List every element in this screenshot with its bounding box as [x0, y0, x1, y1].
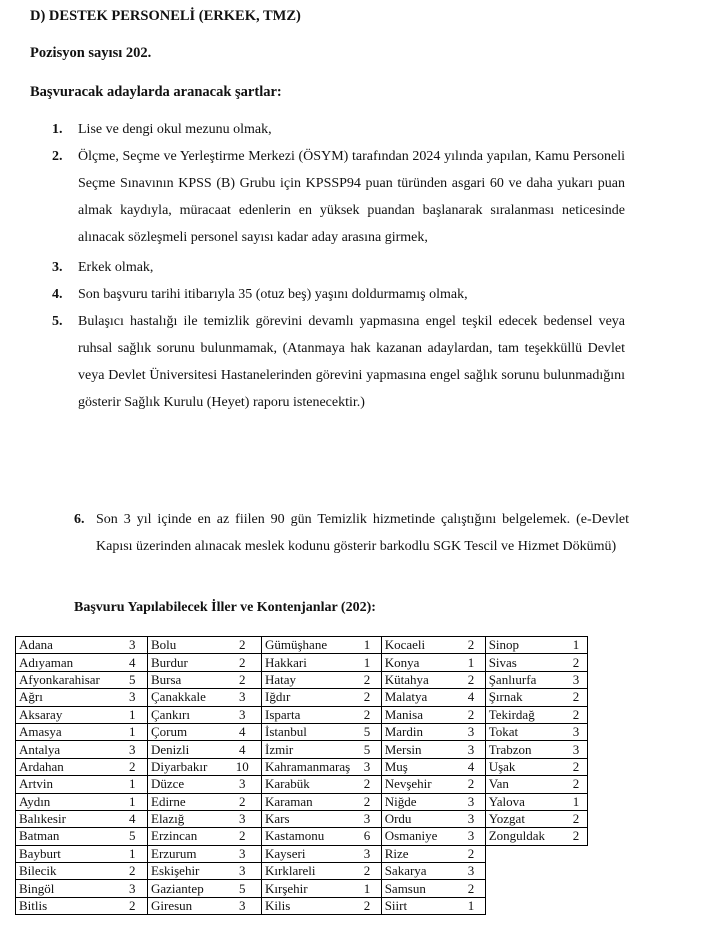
- province-quota: 3: [224, 810, 262, 827]
- empty-cell: [565, 863, 587, 880]
- empty-cell: [565, 897, 587, 914]
- province-quota: 5: [353, 741, 381, 758]
- province-name: Adıyaman: [16, 654, 118, 671]
- requirement-number: 6.: [74, 512, 85, 527]
- province-quota: 6: [353, 828, 381, 845]
- province-quota: 1: [353, 637, 381, 654]
- province-name: Osmaniye: [381, 828, 457, 845]
- table-row: [16, 671, 588, 688]
- province-name: Mersin: [381, 741, 457, 758]
- province-quota: 2: [224, 793, 262, 810]
- province-name: Düzce: [148, 776, 224, 793]
- table-row: [16, 689, 588, 706]
- province-quota: 4: [224, 723, 262, 740]
- province-name: Çorum: [148, 723, 224, 740]
- province-quota: 4: [457, 758, 485, 775]
- province-name: Karabük: [262, 776, 354, 793]
- table-row: [16, 845, 588, 862]
- table-row: [16, 793, 588, 810]
- province-quota: 2: [353, 863, 381, 880]
- province-name: Kütahya: [381, 671, 457, 688]
- province-quota: 2: [224, 671, 262, 688]
- province-quota: 1: [118, 793, 148, 810]
- province-name: Trabzon: [485, 741, 565, 758]
- province-name: Hatay: [262, 671, 354, 688]
- province-name: Erzincan: [148, 828, 224, 845]
- province-name: Karaman: [262, 793, 354, 810]
- province-name: Iğdır: [262, 689, 354, 706]
- province-name: Sinop: [485, 637, 565, 654]
- province-quota: 2: [565, 654, 587, 671]
- province-quota: 2: [118, 897, 148, 914]
- province-name: Muş: [381, 758, 457, 775]
- province-name: Van: [485, 776, 565, 793]
- requirement-text: Lise ve dengi okul mezunu olmak,: [78, 122, 272, 137]
- province-quota: 3: [457, 741, 485, 758]
- province-name: Kilis: [262, 897, 354, 914]
- province-quota: 2: [457, 671, 485, 688]
- province-quota: 4: [457, 689, 485, 706]
- empty-cell: [485, 897, 565, 914]
- province-name: Afyonkarahisar: [16, 671, 118, 688]
- provinces-table: [15, 636, 588, 915]
- province-name: Giresun: [148, 897, 224, 914]
- province-name: Kırşehir: [262, 880, 354, 897]
- province-name: Niğde: [381, 793, 457, 810]
- province-name: Malatya: [381, 689, 457, 706]
- province-quota: 3: [224, 689, 262, 706]
- table-row: [16, 810, 588, 827]
- province-quota: 1: [118, 776, 148, 793]
- province-name: Adana: [16, 637, 118, 654]
- province-name: Kahramanmaraş: [262, 758, 354, 775]
- province-name: Gaziantep: [148, 880, 224, 897]
- province-name: İstanbul: [262, 723, 354, 740]
- province-name: Ardahan: [16, 758, 118, 775]
- table-row: [16, 654, 588, 671]
- province-name: Siirt: [381, 897, 457, 914]
- province-quota: 3: [457, 793, 485, 810]
- province-name: Çankırı: [148, 706, 224, 723]
- province-name: Sakarya: [381, 863, 457, 880]
- requirement-number: 3.: [52, 260, 63, 275]
- province-name: Isparta: [262, 706, 354, 723]
- province-quota: 2: [565, 776, 587, 793]
- province-quota: 2: [118, 863, 148, 880]
- province-name: Yozgat: [485, 810, 565, 827]
- province-quota: 2: [565, 810, 587, 827]
- province-name: Gümüşhane: [262, 637, 354, 654]
- province-quota: 3: [118, 689, 148, 706]
- table-row: [16, 776, 588, 793]
- province-quota: 1: [118, 706, 148, 723]
- province-quota: 1: [565, 637, 587, 654]
- province-quota: 1: [118, 723, 148, 740]
- province-quota: 3: [457, 810, 485, 827]
- province-name: Bingöl: [16, 880, 118, 897]
- requirement-number: 2.: [52, 149, 63, 164]
- province-name: Nevşehir: [381, 776, 457, 793]
- province-quota: 5: [353, 723, 381, 740]
- table-row: [16, 741, 588, 758]
- province-quota: 3: [353, 810, 381, 827]
- province-name: Aydın: [16, 793, 118, 810]
- province-name: Diyarbakır: [148, 758, 224, 775]
- provinces-heading: Başvuru Yapılabilecek İller ve Kontenjanlar (202):: [74, 600, 376, 615]
- province-quota: 1: [353, 654, 381, 671]
- province-name: Bilecik: [16, 863, 118, 880]
- province-quota: 3: [224, 863, 262, 880]
- province-name: İzmir: [262, 741, 354, 758]
- province-quota: 4: [224, 741, 262, 758]
- province-quota: 2: [457, 845, 485, 862]
- province-quota: 1: [353, 880, 381, 897]
- province-name: Samsun: [381, 880, 457, 897]
- empty-cell: [485, 845, 565, 862]
- province-name: Yalova: [485, 793, 565, 810]
- province-name: Ordu: [381, 810, 457, 827]
- province-quota: 3: [565, 671, 587, 688]
- province-name: Zonguldak: [485, 828, 565, 845]
- province-quota: 2: [353, 793, 381, 810]
- province-name: Denizli: [148, 741, 224, 758]
- table-row: [16, 828, 588, 845]
- province-quota: 2: [224, 637, 262, 654]
- province-quota: 3: [118, 741, 148, 758]
- province-quota: 2: [565, 689, 587, 706]
- province-name: Rize: [381, 845, 457, 862]
- requirement-text: Son 3 yıl içinde en az fiilen 90 gün Temizlik hizmetinde çalıştığını belgelemek. (e-Devlet Kapısı üzerinden alınacak meslek kodunu gösterir barkodlu SGK Tescil ve Hizmet Dökümü): [96, 512, 629, 554]
- table-row: [16, 863, 588, 880]
- province-quota: 1: [565, 793, 587, 810]
- empty-cell: [565, 845, 587, 862]
- province-name: Tekirdağ: [485, 706, 565, 723]
- requirement-text: Erkek olmak,: [78, 260, 154, 275]
- province-quota: 2: [565, 758, 587, 775]
- province-quota: 3: [224, 845, 262, 862]
- province-name: Bursa: [148, 671, 224, 688]
- province-name: Kırklareli: [262, 863, 354, 880]
- province-quota: 2: [457, 880, 485, 897]
- province-name: Kars: [262, 810, 354, 827]
- province-name: Uşak: [485, 758, 565, 775]
- requirements-heading: Başvuracak adaylarda aranacak şartlar:: [30, 84, 282, 100]
- province-quota: 1: [457, 897, 485, 914]
- province-name: Burdur: [148, 654, 224, 671]
- province-quota: 2: [457, 706, 485, 723]
- province-quota: 3: [565, 741, 587, 758]
- requirement-text: Ölçme, Seçme ve Yerleştirme Merkezi (ÖSYM) tarafından 2024 yılında yapılan, Kamu Personeli Seçme Sınavının KPSS (B) Grubu için KPSSP94 puan türünden asgari 60 ve daha yukarı puan almak kaydıyla, müracaat edenlerin en yüksek puandan başlanarak sıralanması neticesinde alınacak sözleşmeli personel sayısı kadar aday arasına girmek,: [78, 149, 625, 245]
- province-name: Mardin: [381, 723, 457, 740]
- province-quota: 3: [353, 845, 381, 862]
- province-quota: 3: [118, 880, 148, 897]
- province-quota: 4: [118, 810, 148, 827]
- province-name: Ağrı: [16, 689, 118, 706]
- province-quota: 3: [457, 863, 485, 880]
- table-row: [16, 637, 588, 654]
- province-quota: 5: [224, 880, 262, 897]
- province-name: Şanlıurfa: [485, 671, 565, 688]
- province-quota: 2: [353, 706, 381, 723]
- province-quota: 2: [353, 689, 381, 706]
- empty-cell: [485, 880, 565, 897]
- province-quota: 3: [457, 723, 485, 740]
- province-quota: 3: [224, 897, 262, 914]
- province-quota: 2: [353, 897, 381, 914]
- empty-cell: [565, 880, 587, 897]
- section-title: D) DESTEK PERSONELİ (ERKEK, TMZ): [30, 8, 301, 24]
- province-name: Şırnak: [485, 689, 565, 706]
- province-name: Bolu: [148, 637, 224, 654]
- province-quota: 3: [224, 706, 262, 723]
- province-quota: 3: [118, 637, 148, 654]
- table-row: [16, 897, 588, 914]
- province-quota: 2: [224, 828, 262, 845]
- province-quota: 3: [353, 758, 381, 775]
- province-name: Amasya: [16, 723, 118, 740]
- province-name: Bitlis: [16, 897, 118, 914]
- requirement-number: 1.: [52, 122, 63, 137]
- province-quota: 1: [118, 845, 148, 862]
- province-name: Edirne: [148, 793, 224, 810]
- requirement-number: 5.: [52, 314, 63, 329]
- province-name: Erzurum: [148, 845, 224, 862]
- province-quota: 3: [457, 828, 485, 845]
- province-name: Artvin: [16, 776, 118, 793]
- province-name: Kastamonu: [262, 828, 354, 845]
- province-quota: 3: [224, 776, 262, 793]
- province-quota: 1: [457, 654, 485, 671]
- table-row: [16, 758, 588, 775]
- province-quota: 2: [118, 758, 148, 775]
- requirement-text: Son başvuru tarihi itibarıyla 35 (otuz beş) yaşını doldurmamış olmak,: [78, 287, 468, 302]
- province-name: Bayburt: [16, 845, 118, 862]
- requirement-text: Bulaşıcı hastalığı ile temizlik görevini devamlı yapmasına engel teşkil edecek bedensel veya ruhsal sağlık sorunu bulunmamak, (Atanmaya hak kazanan adaylardan, tam teşekküllü Devlet veya Devlet Üniversitesi Hastanelerinden görevini yapmasına engel sağlık sorunu bulunmadığını gösterir Sağlık Kurulu (Heyet) raporu istenecektir.): [78, 314, 625, 410]
- province-quota: 2: [457, 776, 485, 793]
- province-name: Hakkari: [262, 654, 354, 671]
- province-quota: 5: [118, 828, 148, 845]
- province-name: Antalya: [16, 741, 118, 758]
- province-name: Batman: [16, 828, 118, 845]
- province-name: Elazığ: [148, 810, 224, 827]
- province-quota: 2: [224, 654, 262, 671]
- province-quota: 2: [565, 828, 587, 845]
- province-name: Konya: [381, 654, 457, 671]
- province-quota: 5: [118, 671, 148, 688]
- province-quota: 10: [224, 758, 262, 775]
- empty-cell: [485, 863, 565, 880]
- province-quota: 2: [457, 637, 485, 654]
- position-count: Pozisyon sayısı 202.: [30, 45, 152, 61]
- province-name: Manisa: [381, 706, 457, 723]
- province-name: Balıkesir: [16, 810, 118, 827]
- province-quota: 3: [565, 723, 587, 740]
- table-row: [16, 723, 588, 740]
- province-name: Eskişehir: [148, 863, 224, 880]
- province-name: Çanakkale: [148, 689, 224, 706]
- province-quota: 2: [353, 776, 381, 793]
- requirement-number: 4.: [52, 287, 63, 302]
- province-quota: 2: [565, 706, 587, 723]
- province-quota: 4: [118, 654, 148, 671]
- province-name: Kocaeli: [381, 637, 457, 654]
- province-name: Sivas: [485, 654, 565, 671]
- province-name: Kayseri: [262, 845, 354, 862]
- province-name: Aksaray: [16, 706, 118, 723]
- province-quota: 2: [353, 671, 381, 688]
- province-name: Tokat: [485, 723, 565, 740]
- table-row: [16, 706, 588, 723]
- table-row: [16, 880, 588, 897]
